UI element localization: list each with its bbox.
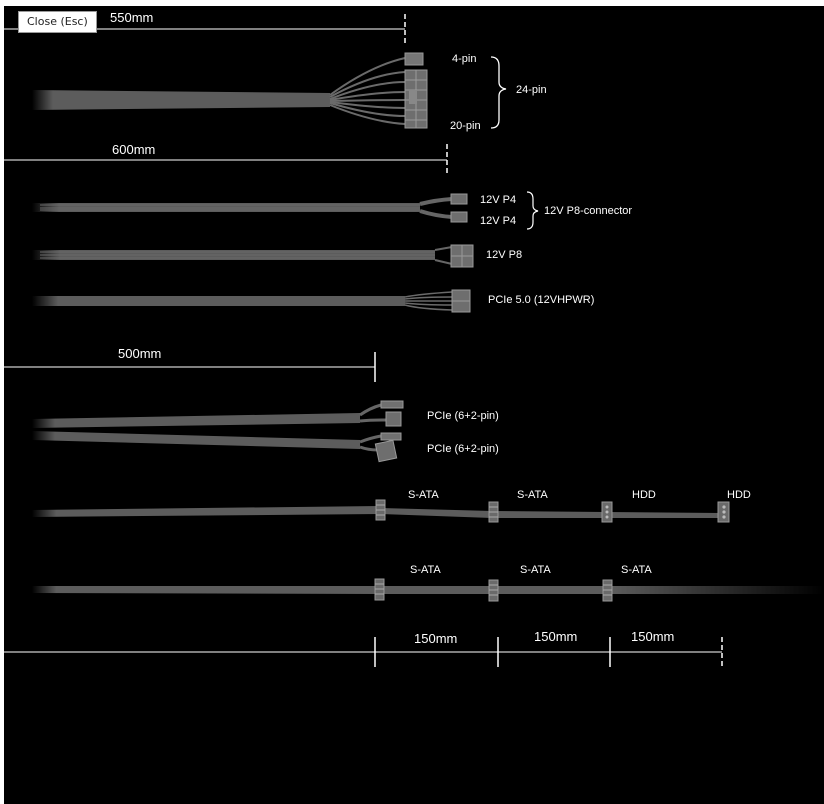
eps-p4-label-b: 12V P4	[480, 215, 517, 227]
cpu-pcie5-group	[4, 142, 632, 312]
pcie-6pin-a	[386, 412, 401, 426]
pcie-2pin-b	[381, 433, 401, 440]
pcie-group	[4, 346, 499, 462]
atx-cable-body	[32, 90, 330, 110]
close-button[interactable]: Close (Esc)	[18, 11, 97, 33]
chain2-cable-body	[32, 586, 380, 594]
length-label-550: 550mm	[110, 10, 154, 25]
atx-4pin-label: 4-pin	[452, 53, 477, 65]
segment-label-1: 150mm	[414, 631, 458, 646]
chain1-label-1: S-ATA	[408, 489, 439, 501]
segment-dimensions	[4, 629, 722, 667]
pcie5-cable-body	[32, 296, 405, 306]
pcie5-label: PCIe 5.0 (12VHPWR)	[488, 294, 595, 306]
chain2-connector-2	[489, 580, 498, 601]
atx-20pin-label: 20-pin	[450, 120, 481, 132]
eps-brace	[527, 192, 538, 229]
eps-p4-label-a: 12V P4	[480, 194, 517, 206]
atx-4pin-connector	[405, 53, 423, 65]
chain1-cable-body	[32, 506, 380, 517]
sata-chain	[32, 564, 824, 601]
chain1-label-2: S-ATA	[517, 489, 548, 501]
eps-p8-label: 12V P8	[486, 249, 523, 261]
chain2-connector-3	[603, 580, 612, 601]
pcie-label-a: PCIe (6+2-pin)	[427, 410, 499, 422]
chain1-label-4: HDD	[727, 489, 751, 501]
atx-24pin-label: 24-pin	[516, 84, 547, 96]
chain2-connector-1	[375, 579, 384, 600]
pcie-label-b: PCIe (6+2-pin)	[427, 443, 499, 455]
eps-p4-connector-a	[451, 194, 467, 204]
chain1-label-3: HDD	[632, 489, 656, 501]
cable-diagram	[4, 6, 824, 804]
length-label-600: 600mm	[112, 142, 156, 157]
pcie-6pin-b	[375, 440, 396, 461]
chain2-label-2: S-ATA	[520, 564, 551, 576]
chain1-connector-3	[602, 502, 612, 522]
atx-brace	[491, 57, 506, 128]
chain1-connector-2	[489, 502, 498, 522]
chain2-label-3: S-ATA	[621, 564, 652, 576]
pcie-cable-a-body	[32, 413, 360, 428]
length-label-500: 500mm	[118, 346, 162, 361]
pcie-2pin-a	[381, 401, 403, 408]
chain2-label-1: S-ATA	[410, 564, 441, 576]
chain1-connector-4	[718, 502, 729, 522]
segment-label-3: 150mm	[631, 629, 675, 644]
eps-p8conn-label: 12V P8-connector	[544, 205, 633, 217]
segment-label-2: 150mm	[534, 629, 578, 644]
eps-p4-connector-b	[451, 212, 467, 222]
pcie-cable-b-body	[32, 431, 360, 449]
sata-hdd-chain	[32, 489, 751, 522]
chain1-connector-1	[376, 500, 385, 520]
image-canvas	[4, 6, 824, 804]
